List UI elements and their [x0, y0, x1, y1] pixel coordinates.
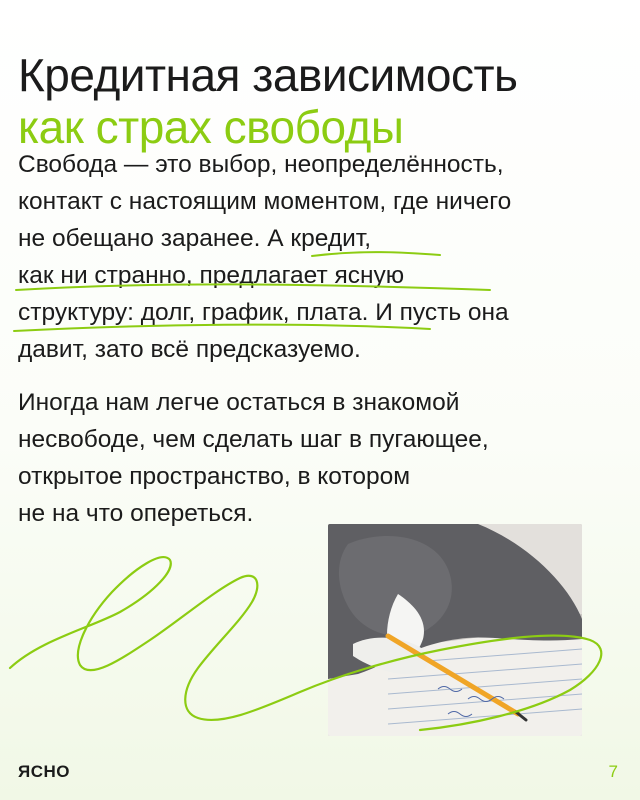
paragraph-1-line: [18, 294, 618, 331]
cat-with-pencil-photo: [328, 524, 582, 736]
title-line-2-accent: как страх свободы: [18, 100, 404, 153]
paragraph-1-line: [18, 220, 618, 257]
page-number: 7: [608, 762, 618, 781]
paragraph-1-line: контакт с настоящим моментом, где ничего: [18, 188, 512, 215]
photo-illustration: [328, 524, 582, 736]
paragraph-2-line: Иногда нам легче остаться в знакомой: [18, 389, 460, 416]
highlighted-phrase: как ни странно, предлагает ясную: [18, 262, 405, 289]
page-title: [18, 49, 628, 153]
brand-logo: ЯСНО: [18, 762, 70, 781]
highlighted-phrase: А кредит,: [267, 225, 372, 252]
paragraph-2-line: не на что опереться.: [18, 500, 254, 527]
paragraph-1-text: не обещано заранее.: [18, 225, 261, 252]
paragraph-1-line: давит, зато всё предсказуемо.: [18, 336, 361, 363]
paragraph-2-line: открытое пространство, в котором: [18, 463, 411, 490]
paragraph-1-line: Свобода — это выбор, неопределённость,: [18, 151, 504, 178]
title-line-1: Кредитная зависимость: [18, 48, 518, 101]
highlighted-phrase: структуру: долг, график, плата.: [18, 299, 369, 326]
paragraph-2: [18, 384, 618, 532]
paragraph-1-text: И пусть она: [375, 299, 509, 326]
paragraph-2-line: несвободе, чем сделать шаг в пугающее,: [18, 426, 489, 453]
paragraph-1: [18, 146, 618, 368]
